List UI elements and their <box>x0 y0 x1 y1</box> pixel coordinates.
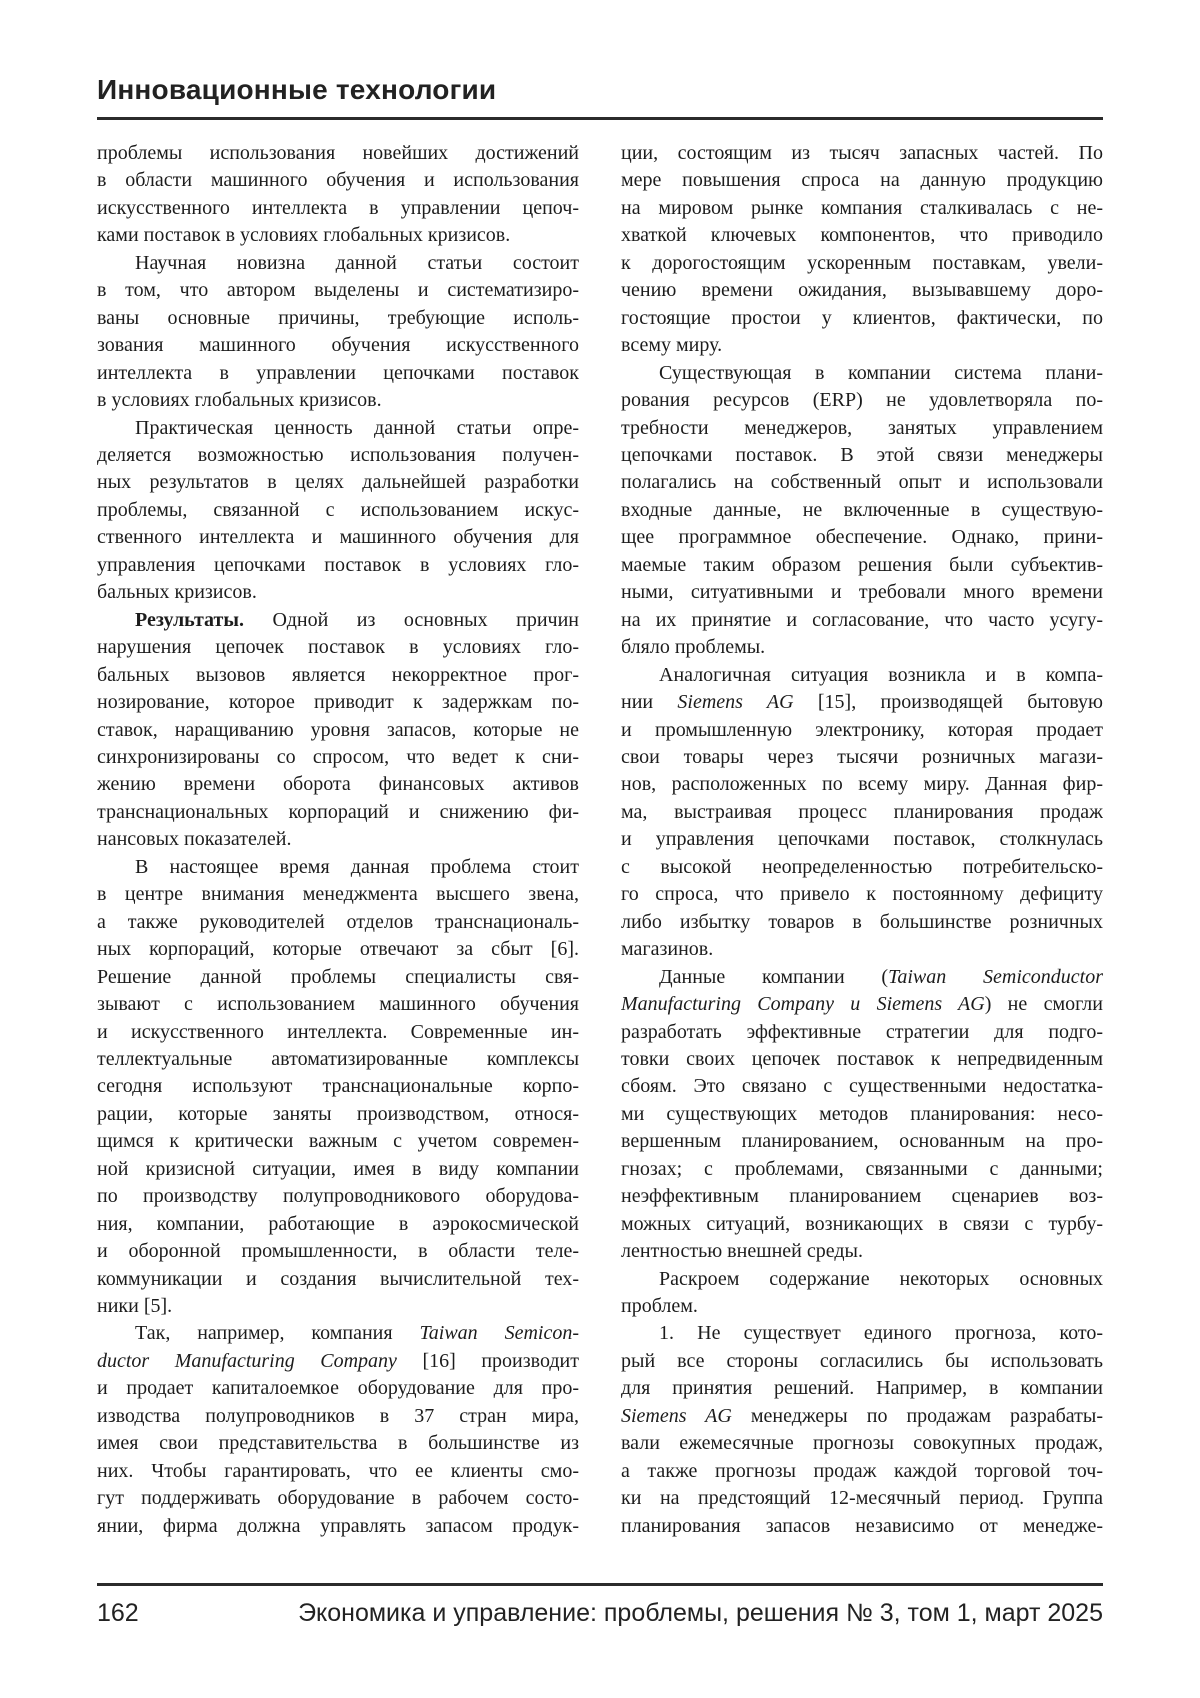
text-line: транснациональных корпораций и снижению фи- <box>97 800 579 823</box>
text-line: ции, состоящим из тысяч запасных частей. По <box>621 142 1103 164</box>
text-line: а также прогнозы продаж каждой торговой точ- <box>621 1459 1103 1482</box>
journal-title-line: Экономика и управление: проблемы, решения № 3, том 1, март 2025 <box>298 1599 1103 1627</box>
text-line: маемые таким образом решения были субъектив- <box>621 553 1103 576</box>
text-line: нарушения цепочек поставок в условиях гло- <box>97 636 579 659</box>
text-line: рый все стороны согласились бы использовать <box>621 1349 1103 1372</box>
text-line: щимся к критически важным с учетом современ- <box>97 1130 579 1153</box>
column-right <box>621 140 1103 1540</box>
text-line: сбоям. Это связано с существенными недостатка- <box>621 1075 1103 1098</box>
text-line: Научная новизна данной статьи состоит <box>135 251 579 274</box>
text-line: коммуникации и создания вычислительной тех- <box>97 1267 579 1290</box>
text-line: гостоящие простои у клиентов, фактически, по <box>621 306 1103 329</box>
text-line: ваны основные причины, требующие исполь- <box>97 306 579 329</box>
text-line: теллектуальные автоматизированные комплексы <box>97 1047 579 1070</box>
text-line: щее программное обеспечение. Однако, прини- <box>621 526 1103 549</box>
text-line: управления цепочками поставок в условиях гло- <box>97 553 579 576</box>
text-line: планирования запасов независимо от менедже- <box>621 1514 1103 1537</box>
text-line: бальных кризисов. <box>97 581 257 604</box>
text-line: сегодня используют транснациональные корпо- <box>97 1075 579 1098</box>
text-line: Данные компании (Taiwan Semiconductor <box>659 965 1103 988</box>
text-line: свои товары через тысячи розничных магази- <box>621 745 1103 768</box>
text-line: синхронизированы со спросом, что ведет к сни- <box>97 745 579 768</box>
text-line: неэффективным планированием сценариев воз- <box>621 1185 1103 1208</box>
text-line: чению времени ожидания, вызывавшему доро- <box>621 279 1103 302</box>
text-line: разработать эффективные стратегии для подго- <box>621 1020 1103 1043</box>
text-line: ма, выстраивая процесс планирования продаж <box>621 800 1103 823</box>
text-line: го спроса, что привело к постоянному дефициту <box>621 883 1103 906</box>
text-line: товки своих цепочек поставок к непредвиденным <box>621 1047 1103 1070</box>
text-line: жению времени оборота финансовых активов <box>97 773 579 796</box>
text-line: на их принятие и согласование, что часто усугу- <box>621 608 1103 631</box>
text-line: цепочками поставок. В этой связи менеджеры <box>621 443 1103 466</box>
text-line: интеллекта в управлении цепочками поставок <box>97 361 579 384</box>
text-line: нов, расположенных по всему миру. Данная фир- <box>621 773 1103 796</box>
text-line: В настоящее время данная проблема стоит <box>135 855 579 878</box>
text-line: можных ситуаций, возникающих в связи с турбу- <box>621 1212 1103 1235</box>
text-line: рования ресурсов (ERP) не удовлетворяла по- <box>621 389 1103 412</box>
text-line: Manufacturing Company и Siemens AG) не смогли <box>621 993 1103 1016</box>
text-line: ми существующих методов планирования: несо- <box>621 1102 1103 1125</box>
section-title: Инновационные технологии <box>97 74 497 105</box>
text-line: янии, фирма должна управлять запасом продук- <box>97 1514 579 1537</box>
text-line: входные данные, не включенные в существую- <box>621 498 1103 521</box>
text-line: Раскроем содержание некоторых основных <box>659 1267 1103 1290</box>
text-line: ники [5]. <box>97 1295 173 1318</box>
text-line: бляло проблемы. <box>621 636 766 659</box>
text-line: магазинов. <box>621 938 714 961</box>
text-line: для принятия решений. Например, в компании <box>621 1377 1103 1400</box>
article-body <box>97 140 1103 1540</box>
text-line: ния, компании, работающие в аэрокосмической <box>97 1212 579 1235</box>
text-line: проблемы использования новейших достижений <box>97 142 579 164</box>
text-line: ками поставок в условиях глобальных кризисов. <box>97 224 511 247</box>
text-line: ductor Manufacturing Company [16] производит <box>97 1349 579 1372</box>
text-line: деляется возможностью использования получен- <box>97 443 579 466</box>
text-line: вали ежемесячные прогнозы совокупных продаж, <box>621 1432 1103 1455</box>
text-line: ственного интеллекта и машинного обучения для <box>97 526 579 549</box>
text-line: зования машинного обучения искусственного <box>97 334 579 357</box>
text-line: Результаты. Одной из основных причин <box>135 608 579 631</box>
text-line: всему миру. <box>621 334 723 357</box>
text-line: проблем. <box>621 1295 698 1318</box>
text-line: вершенным планированием, основанным на про- <box>621 1130 1103 1153</box>
text-line: и продает капиталоемкое оборудование для про- <box>97 1377 579 1400</box>
text-line: на мировом рынке компания сталкивалась с не- <box>621 196 1103 219</box>
text-line: по производству полупроводникового оборудова- <box>97 1185 579 1208</box>
column-left <box>97 140 579 1540</box>
text-line: требности менеджеров, занятых управлением <box>621 416 1103 439</box>
text-line: ных результатов в целях дальнейшей разработки <box>97 471 579 494</box>
text-line: Аналогичная ситуация возникла и в компа- <box>659 663 1103 686</box>
text-line: Так, например, компания Taiwan Semicon- <box>135 1322 579 1345</box>
text-line: в центре внимания менеджмента высшего звена, <box>97 883 579 906</box>
text-line: рации, которые заняты производством, относя- <box>97 1102 579 1125</box>
text-line: бальных вызовов является некорректное прог- <box>97 663 579 686</box>
text-line: зывают с использованием машинного обучения <box>97 993 579 1016</box>
page-footer <box>97 1599 1103 1628</box>
text-line: полагались на собственный опыт и использовали <box>621 471 1103 494</box>
text-line: Практическая ценность данной статьи опре- <box>135 416 579 439</box>
footer-rule <box>97 1583 1103 1586</box>
text-line: нии Siemens AG [15], производящей бытовую <box>621 691 1103 714</box>
text-line: Siemens AG менеджеры по продажам разрабаты- <box>621 1404 1103 1427</box>
text-line: проблемы, связанной с использованием искус- <box>97 498 579 521</box>
text-line: лентностью внешней среды. <box>621 1240 863 1263</box>
text-line: к дорогостоящим ускоренным поставкам, увели- <box>621 251 1103 274</box>
text-line: и управления цепочками поставок, столкнулась <box>621 828 1103 851</box>
text-line: ки на предстоящий 12-месячный период. Группа <box>621 1487 1103 1510</box>
text-line: искусственного интеллекта в управлении цепоч- <box>97 196 579 219</box>
text-line: хваткой ключевых компонентов, что приводило <box>621 224 1103 247</box>
text-line: ставок, наращиванию уровня запасов, которые не <box>97 718 579 741</box>
text-line: а также руководителей отделов транснациональ- <box>97 910 579 933</box>
text-line: в том, что автором выделены и систематизиро- <box>97 279 579 302</box>
text-line: гнозах; с проблемами, связанными с данными; <box>621 1157 1103 1180</box>
text-line: и оборонной промышленности, в области теле- <box>97 1240 579 1263</box>
text-line: в области машинного обучения и использования <box>97 169 579 192</box>
text-line: нансовых показателей. <box>97 828 292 851</box>
text-line: Существующая в компании система плани- <box>659 361 1103 384</box>
text-line: гут поддерживать оборудование в рабочем состо- <box>97 1487 579 1510</box>
text-line: ными, ситуативными и требовали много времени <box>621 581 1103 604</box>
text-line: с высокой неопределенностью потребительско- <box>621 855 1103 878</box>
text-line: ных корпораций, которые отвечают за сбыт [6]. <box>97 938 579 961</box>
text-line: в условиях глобальных кризисов. <box>97 389 382 412</box>
text-line: нозирование, которое приводит к задержкам по- <box>97 691 579 714</box>
text-line: изводства полупроводников в 37 стран мира, <box>97 1404 579 1427</box>
text-line: имея свои представительства в большинстве из <box>97 1432 579 1455</box>
text-line: и промышленную электронику, которая продает <box>621 718 1103 741</box>
text-line: и искусственного интеллекта. Современные ин- <box>97 1020 579 1043</box>
text-line: либо избытку товаров в большинстве розничных <box>621 910 1103 933</box>
text-line: 1. Не существует единого прогноза, кото- <box>659 1322 1103 1345</box>
text-line: ной кризисной ситуации, имея в виду компании <box>97 1157 579 1180</box>
header-rule <box>97 117 1103 120</box>
text-line: них. Чтобы гарантировать, что ее клиенты смо- <box>97 1459 579 1482</box>
page-number: 162 <box>97 1599 139 1627</box>
text-line: мере повышения спроса на данную продукцию <box>621 169 1103 192</box>
text-line: Решение данной проблемы специалисты свя- <box>97 965 579 988</box>
